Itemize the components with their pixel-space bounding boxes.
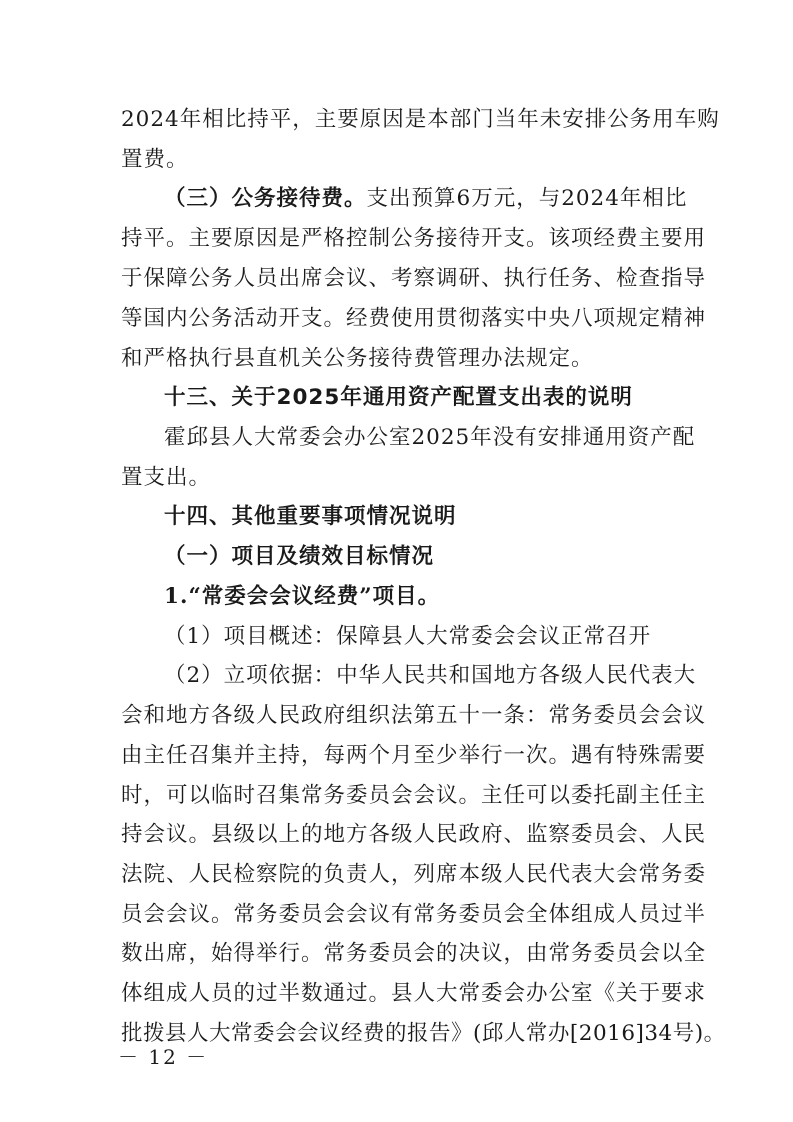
body-line: （1）项目概述：保障县人大常委会会议正常召开 [164,624,652,649]
body-line: 持会议。县级以上的地方各级人民政府、监察委员会、人民 [121,822,707,847]
paragraph-line [164,179,688,219]
body-line: 员会会议。常务委员会会议有常务委员会全体组成人员过半 [121,902,707,927]
section-heading: 十四、其他重要事项情况说明 [164,504,457,529]
body-line: 法院、人民检察院的负责人，列席本级人民代表大会常务委 [121,862,707,887]
body-line: 时，可以临时召集常务委员会会议。主任可以委托副主任主 [121,783,707,808]
body-line: 由主任召集并主持，每两个月至少举行一次。遇有特殊需要 [121,743,707,768]
body-line: 霍邱县人大常委会办公室2025年没有安排通用资产配 [164,425,696,450]
section-heading: 十三、关于2025年通用资产配置支出表的说明 [164,385,633,410]
body-line: 持平。主要原因是严格控制公务接待开支。该项经费主要用 [121,226,707,251]
body-line: 体组成人员的过半数通过。县人大常委会办公室《关于要求 [121,981,707,1006]
item-heading: 1.“常委会会议经费”项目。 [164,584,441,609]
body-line: 会和地方各级人民政府组织法第五十一条：常务委员会会议 [121,703,707,728]
page-number: － 12 － [118,1045,209,1069]
body-line: 置费。 [121,147,189,172]
body-text: 支出预算6万元，与2024年相比 [366,186,688,211]
body-line: 等国内公务活动开支。经费使用贯彻落实中央八项规定精神 [121,306,707,331]
bold-heading: （三）公务接待费。 [164,186,367,211]
subsection-heading: （一）项目及绩效目标情况 [164,544,435,569]
body-line: 数出席，始得举行。常务委员会的决议，由常务委员会以全 [121,941,707,966]
body-line: 置支出。 [121,465,212,490]
body-line: 和严格执行县直机关公务接待费管理办法规定。 [121,346,594,371]
body-line: 批拨县人大常委会会议经费的报告》(邱人常办[2016]34号)。 [121,1021,726,1046]
body-line: （2）立项依据：中华人民共和国地方各级人民代表大 [164,663,697,688]
body-line: 于保障公务人员出席会议、考察调研、执行任务、检查指导 [121,266,707,291]
body-line: 2024年相比持平，主要原因是本部门当年未安排公务用车购 [121,107,720,132]
